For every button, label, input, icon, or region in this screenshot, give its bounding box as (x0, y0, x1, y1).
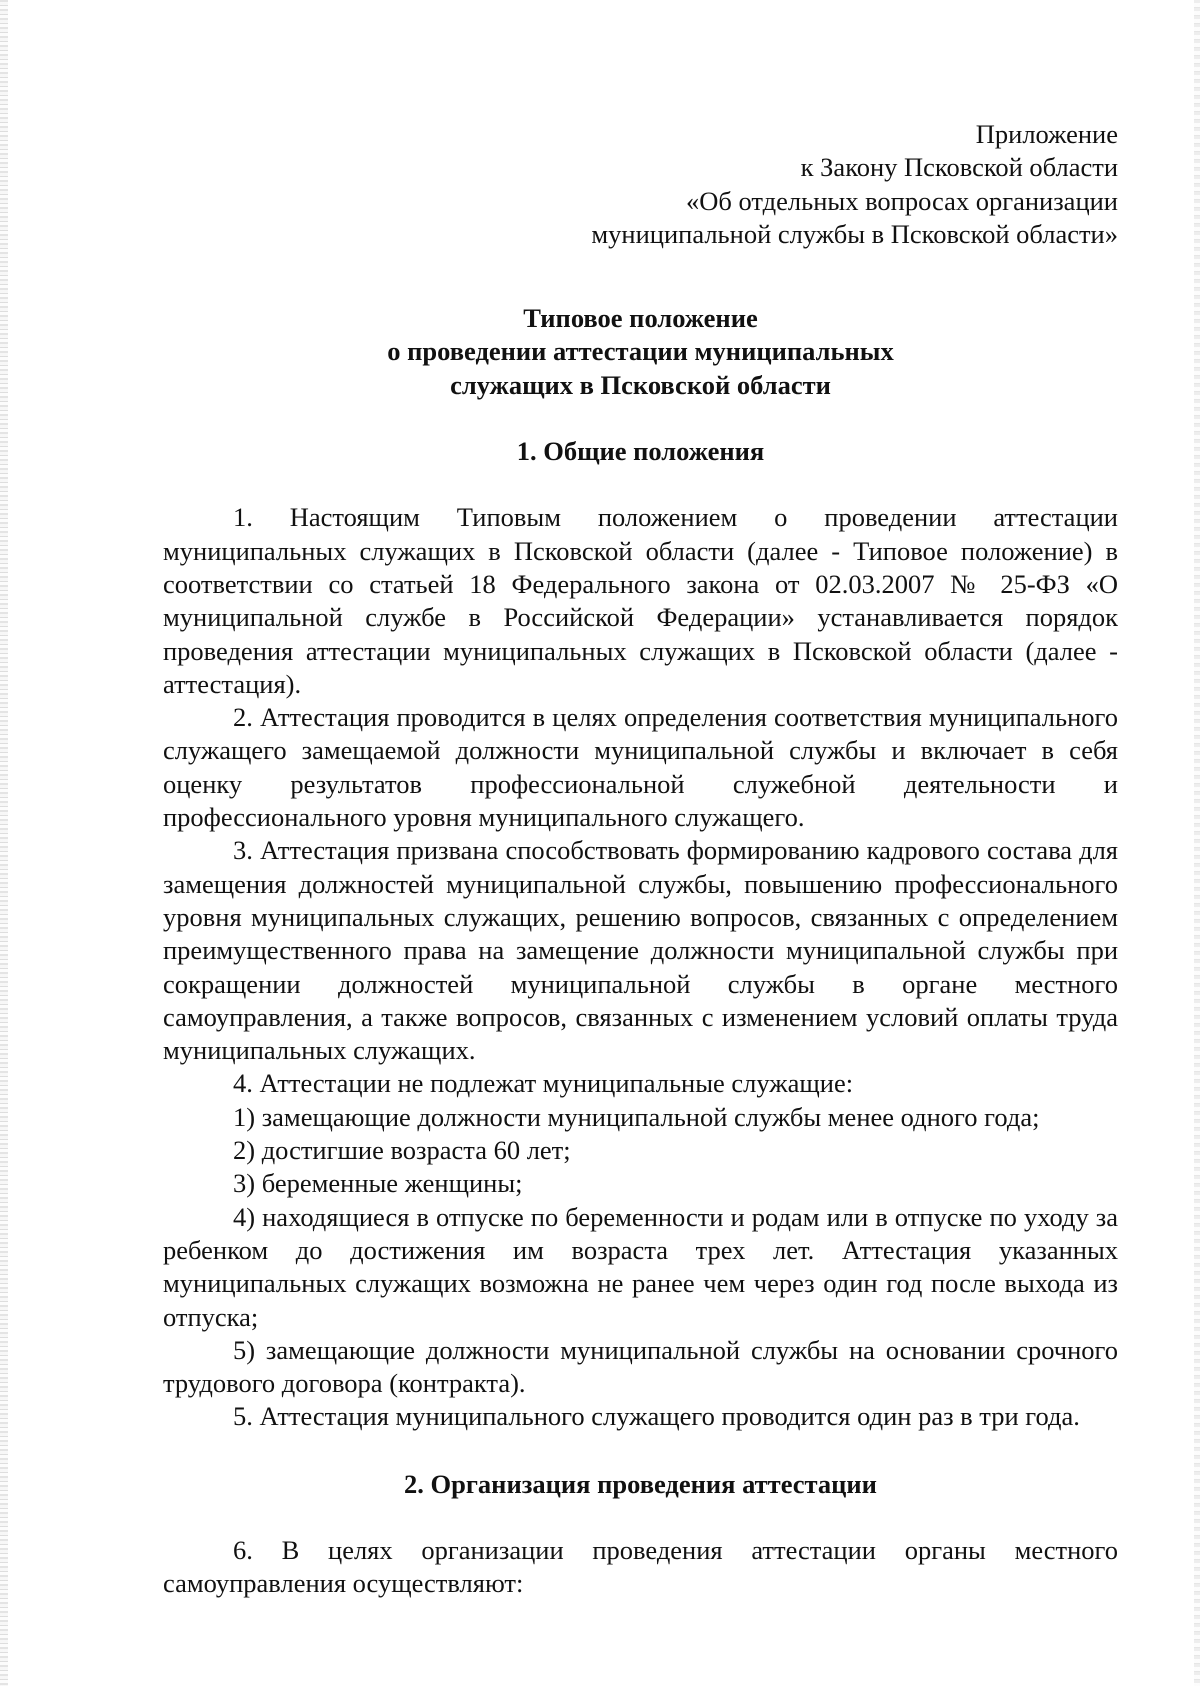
paragraph: 4. Аттестации не подлежат муниципальные служащие: (233, 1068, 854, 1099)
appendix-line: «Об отдельных вопросах организации (686, 185, 1118, 216)
list-item: 5) замещающие должности муниципальной службы на основании срочного трудового договора (контракта). (163, 1334, 1118, 1399)
document-page (163, 118, 1118, 1601)
title-line: служащих в Псковской области (450, 369, 831, 400)
paragraph: 1. Настоящим Типовым положением о проведении аттестации муниципальных служащих в Псковской области (далее - Типовое положение) в соответствии со статьей 18 Федерального закона от 02.03.2007 № 25-ФЗ «О муниципальной службе в Российской Федерации» устанавливается порядок проведения аттестации муниципальных служащих в Псковской области (далее - аттестация). (163, 502, 1118, 699)
appendix-block (163, 118, 1118, 251)
list-item: 1) замещающие должности муниципальной службы менее одного года; (233, 1101, 1040, 1132)
appendix-line: к Закону Псковской области (800, 152, 1118, 183)
list-item: 4) находящиеся в отпуске по беременности и родам или в отпуске по уходу за ребенком до достижения им возраста трех лет. Аттестация указанных муниципальных служащих возможна не ранее чем через один год после выхода из отпуска; (163, 1201, 1118, 1332)
section-heading-2: 2. Организация проведения аттестации (404, 1468, 877, 1499)
list-item: 2) достигшие возраста 60 лет; (233, 1135, 571, 1166)
scan-edge-left (0, 0, 8, 1686)
paragraph: 2. Аттестация проводится в целях определения соответствия муниципального служащего замещаемой должности муниципальной службы и включает в себя оценку результатов профессиональной служебной деятельности и профессионального уровня муниципального служащего. (163, 702, 1118, 833)
section-heading-1: 1. Общие положения (516, 436, 765, 467)
title-line: Типовое положение (523, 303, 758, 334)
paragraph: 6. В целях организации проведения аттестации органы местного самоуправления осуществляют: (163, 1534, 1118, 1599)
document-title (163, 302, 1118, 402)
appendix-line: Приложение (975, 119, 1118, 149)
appendix-line: муниципальной службы в Псковской области» (591, 218, 1118, 249)
scan-edge-right (1194, 0, 1200, 1686)
paragraph: 3. Аттестация призвана способствовать формированию кадрового состава для замещения должностей муниципальной службы, повышению профессионального уровня муниципальных служащих, решению вопросов, связанных с определением преимущественного права на замещение должности муниципальной службы при сокращении должностей муниципальной службы в органе местного самоуправления, а также вопросов, связанных с изменением условий оплаты труда муниципальных служащих. (163, 835, 1118, 1066)
paragraph: 5. Аттестация муниципального служащего проводится один раз в три года. (233, 1401, 1080, 1432)
title-line: о проведении аттестации муниципальных (387, 336, 894, 367)
list-item: 3) беременные женщины; (233, 1168, 523, 1199)
